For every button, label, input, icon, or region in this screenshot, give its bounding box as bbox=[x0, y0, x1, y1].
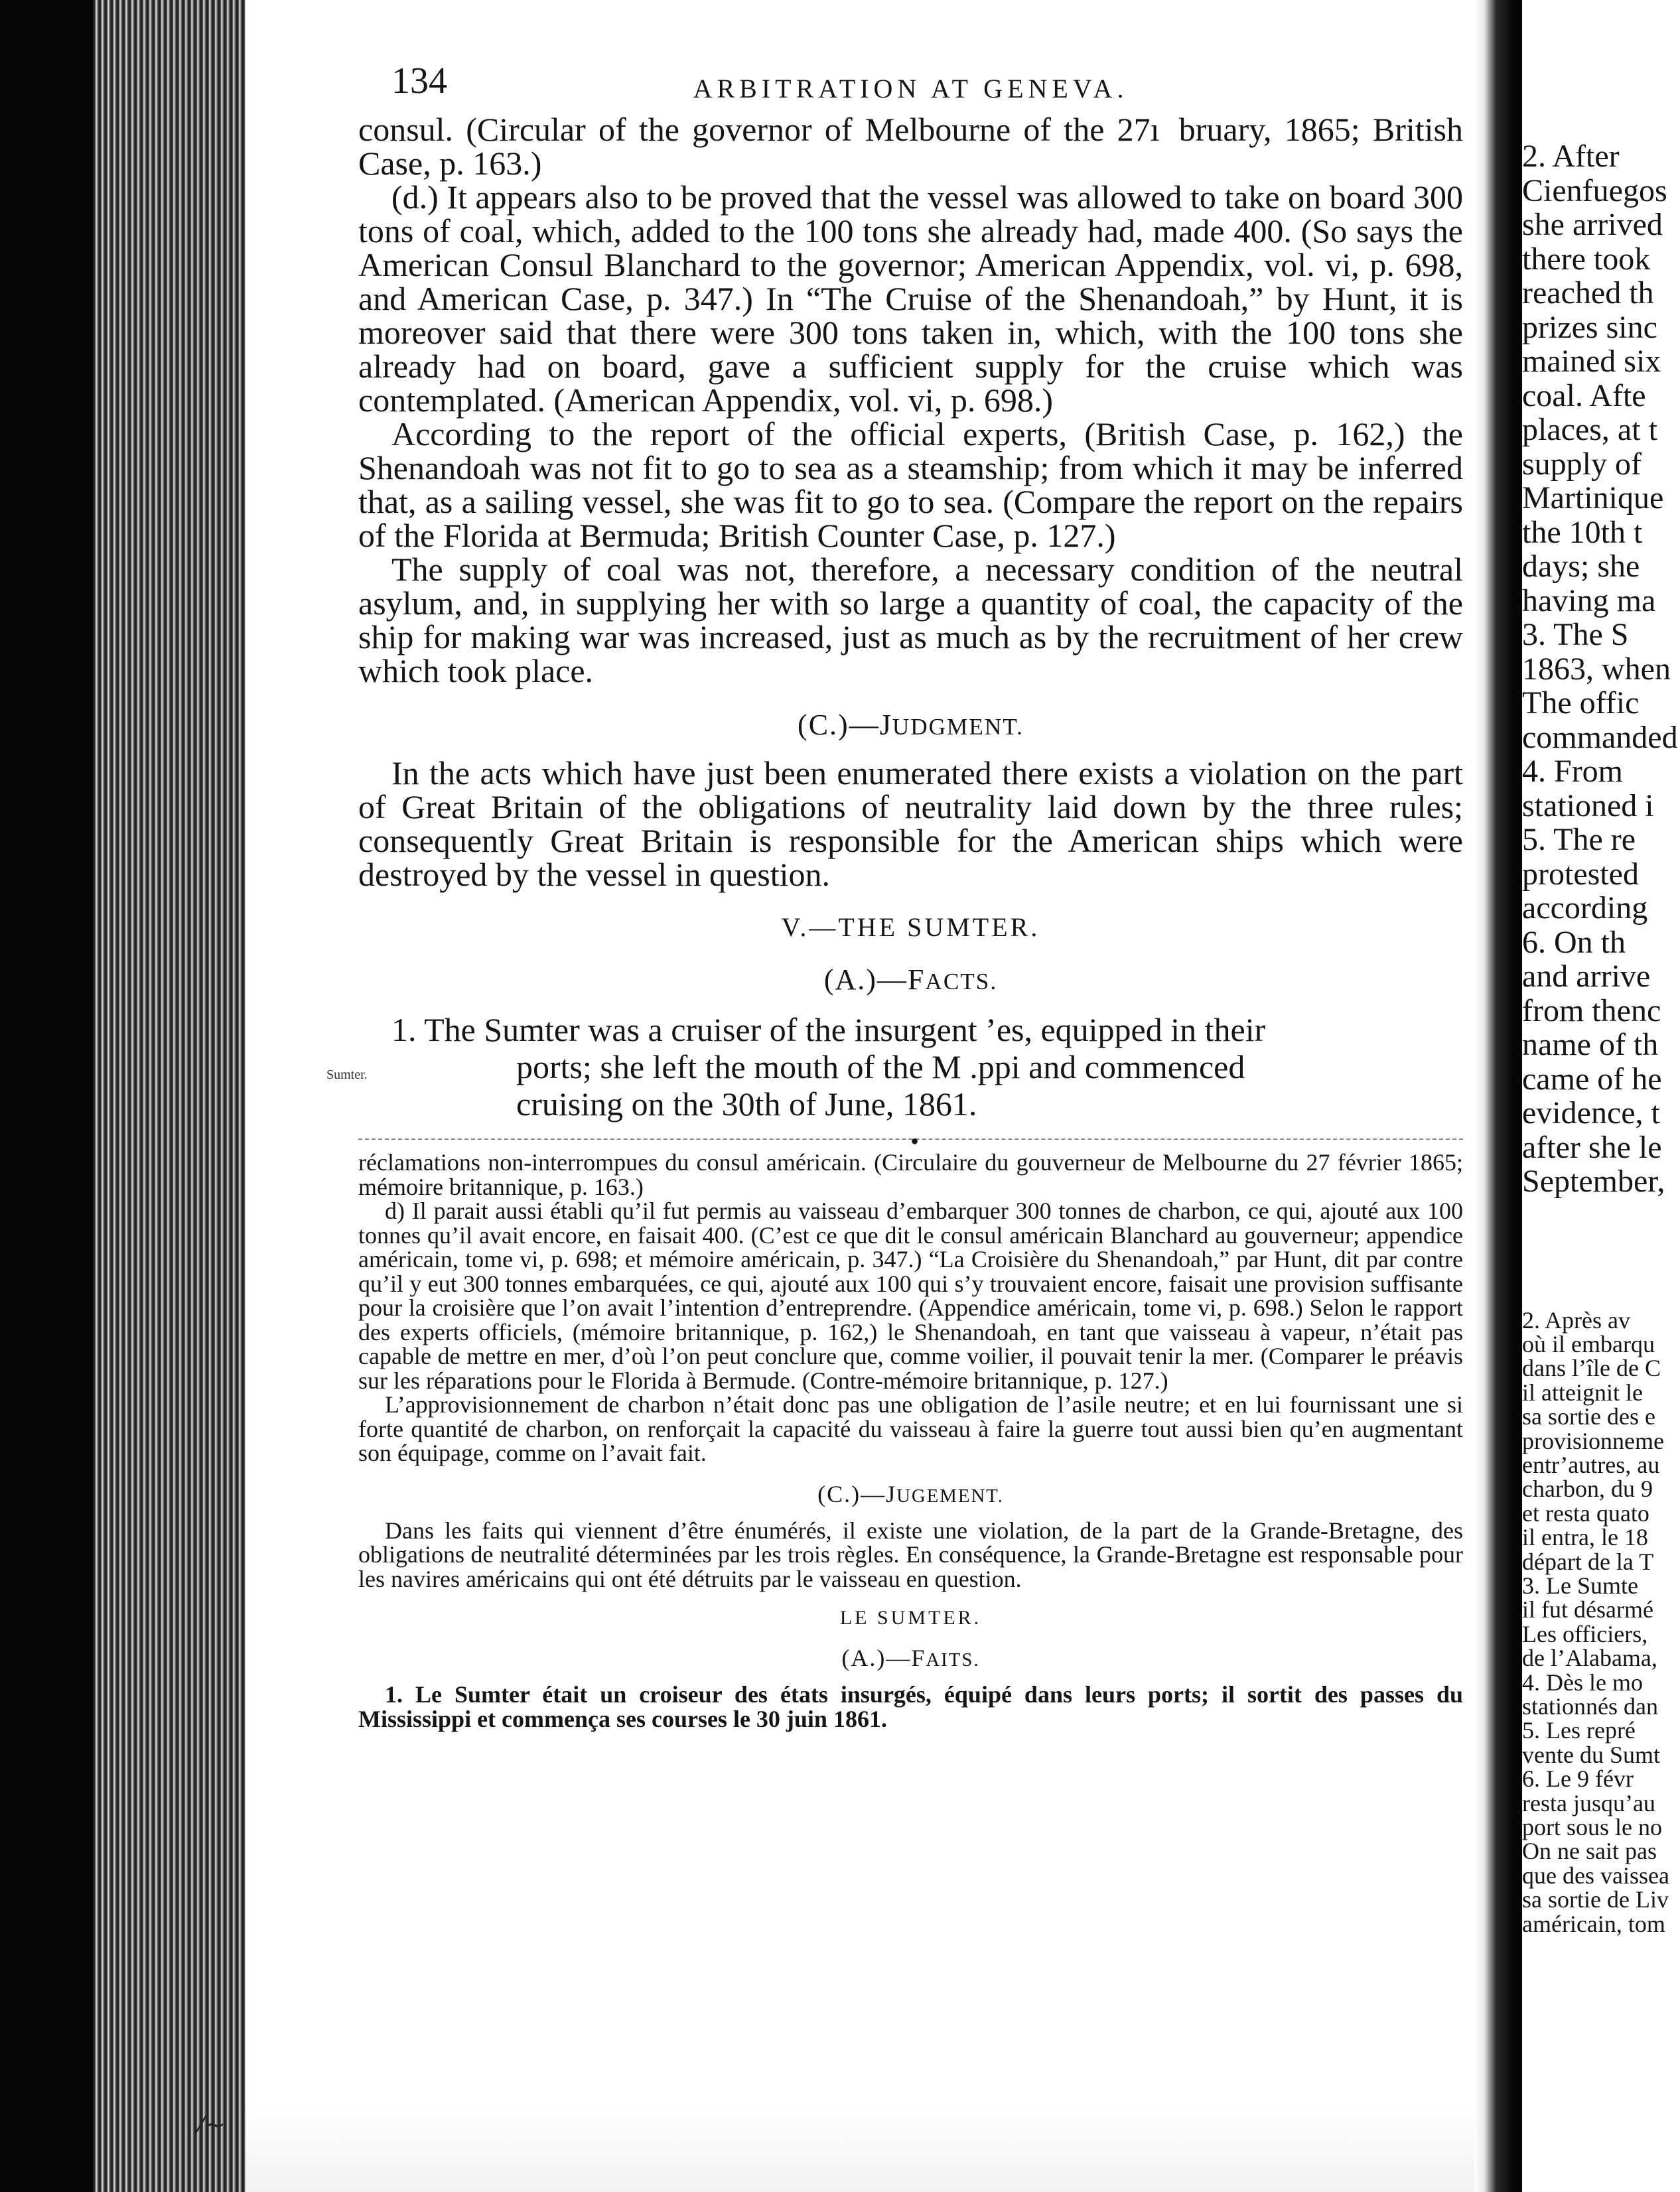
right-french-line: stationnés dan bbox=[1522, 1693, 1658, 1720]
right-english-line: there took bbox=[1522, 241, 1651, 277]
heading-smallcaps: ACTS. bbox=[925, 969, 998, 994]
french-sumter-paragraph: 1. Le Sumter était un croiseur des états insurgés, équipé dans leurs ports; il sortit des passes du Mississippi et commença ses courses le 30 juin 1861. bbox=[358, 1681, 1463, 1732]
right-english-line: mained six bbox=[1522, 344, 1661, 379]
right-french-line: 5. Les repré bbox=[1522, 1717, 1636, 1744]
heading-smallcaps: UGEMENT. bbox=[896, 1485, 1004, 1507]
right-english-line: the 10th t bbox=[1522, 514, 1643, 550]
right-english-line: stationed i bbox=[1522, 788, 1654, 823]
right-french-line: entr’autres, au bbox=[1522, 1451, 1660, 1478]
english-section-title: V.—THE SUMTER. bbox=[781, 912, 1040, 942]
right-english-line: after she le bbox=[1522, 1129, 1662, 1165]
right-page-french bbox=[1522, 1308, 1680, 1937]
right-french-line: sa sortie des e bbox=[1522, 1403, 1655, 1430]
right-french-line: américain, tom bbox=[1522, 1910, 1665, 1937]
right-english-line: prizes sinc bbox=[1522, 309, 1657, 345]
right-french-line: de l’Alabama, bbox=[1522, 1645, 1657, 1672]
french-paragraph-2: d) Il parait aussi établi qu’il fut permis au vaisseau d’embarquer 300 tonnes de charbon, ce qui, ajouté aux 100 tonnes qu’il avait encore, en faisait 400. (C’est ce que dit le consul américain Blanchard au gouverneur; appendice américain, tome vi, p. 698; et mémoire américain, p. 347.) “La Croisière du Shenandoah,” par Hunt, dit par contre qu’il y eut 300 tonnes embarquées, ce qui, ajouté aux 100 qui s’y trouvaient encore, faisait une provision suffisante pour la croisière que l’on avait l’intention d’entreprendre. (Appendice américain, tome vi, p. 698.) Selon le rapport des experts officiels, (mémoire britannique, p. 162,) le Shenandoah, en tant que vaisseau à vapeur, n’était pas capable de mettre en mer, d’où l’on peut conclure que, comme voilier, il pouvait tenir la mer. (Comparer le préavis sur les réparations pour le Florida à Bermude. (Contre-mémoire britannique, p. 127.) bbox=[358, 1198, 1463, 1394]
right-english-line: commanded bbox=[1522, 719, 1678, 755]
right-english-line: The offic bbox=[1522, 685, 1640, 720]
right-english-line: Martinique bbox=[1522, 480, 1664, 515]
right-french-line: il fut désarmé bbox=[1522, 1596, 1653, 1623]
right-english-line: reached th bbox=[1522, 275, 1654, 310]
scan-mark: ⁄~ bbox=[199, 2110, 226, 2140]
english-paragraph-2: (d.) It appears also to be proved that the vessel was allowed to take on board 300 tons of coal, which, added to the 100 tons she already had, made 400. (So says the American Consul Blanchard to the governor; American Appendix, vol. vi, p. 698, and American Case, p. 347.) In “The Cruise of the Shenandoah,” by Hunt, it is moreover said that there were 300 tons taken in, which, with the 100 tons she already had on board, gave a sufficient supply for the cruise which was contemplated. (American Appendix, vol. vi, p. 698.) bbox=[358, 178, 1463, 419]
english-paragraph-4: The supply of coal was not, therefore, a necessary condition of the neutral asylum, and, in supplying her with so large a quantity of coal, the capacity of the ship for making war was increased, just as much as by the recruitment of her crew which took place. bbox=[358, 551, 1463, 689]
right-english-line: 2. After bbox=[1522, 139, 1620, 174]
right-english-line: Cienfuegos bbox=[1522, 172, 1667, 208]
running-head bbox=[358, 53, 1463, 113]
sumter-line-3: cruising on the 30th of June, 1861. bbox=[516, 1085, 977, 1123]
sumter-line-2: ports; she left the mouth of the M .ppi and commenced bbox=[516, 1048, 1245, 1085]
heading-smallcaps: UDGMENT. bbox=[892, 714, 1024, 740]
right-english-line: 3. The S bbox=[1522, 617, 1629, 652]
right-french-line: et resta quato bbox=[1522, 1499, 1649, 1527]
right-english-line: September, bbox=[1522, 1164, 1665, 1199]
right-french-line: resta jusqu’au bbox=[1522, 1789, 1655, 1816]
right-french-line: vente du Sumt bbox=[1522, 1741, 1660, 1768]
right-french-line: il atteignit le bbox=[1522, 1379, 1643, 1406]
divider-dot: ● bbox=[910, 1134, 919, 1148]
right-english-line: having ma bbox=[1522, 582, 1656, 618]
margin-note: Sumter. bbox=[326, 1067, 368, 1082]
right-french-line: 6. Le 9 févr bbox=[1522, 1765, 1634, 1793]
english-paragraph-3: According to the report of the official experts, (British Case, p. 162,) the Shenandoah was not fit to go to sea as a steamship; from which it may be inferred that, as a sailing vessel, she was fit to go to sea. (Compare the report on the repairs of the Florida at Bermuda; British Counter Case, p. 127.) bbox=[358, 415, 1463, 554]
french-paragraph-1: réclamations non-interrompues du consul américain. (Circulaire du gouverneur de Melbourne du 27 février 1865; mémoire britannique, p. 163.) bbox=[358, 1149, 1463, 1200]
book-page-edges bbox=[93, 0, 245, 2192]
right-english-line: 4. From bbox=[1522, 754, 1624, 789]
heading-prefix: (A.)—F bbox=[823, 963, 926, 996]
right-english-line: and arrive bbox=[1522, 959, 1651, 994]
heading-prefix: (C.)—J bbox=[798, 709, 892, 741]
right-english-line: she arrived bbox=[1522, 207, 1663, 242]
right-french-line: dans l’île de C bbox=[1522, 1355, 1661, 1382]
right-french-line: il entra, le 18 bbox=[1522, 1524, 1648, 1551]
right-french-line: sa sortie de Liv bbox=[1522, 1886, 1669, 1913]
right-english-line: 6. On th bbox=[1522, 924, 1626, 960]
heading-prefix: (A.)—F bbox=[841, 1645, 926, 1671]
english-facts-heading bbox=[358, 963, 1463, 996]
right-french-line: 3. Le Sumte bbox=[1522, 1572, 1638, 1599]
page-bottom-margin bbox=[245, 2103, 1474, 2192]
running-title: ARBITRATION AT GENEVA. bbox=[693, 74, 1129, 103]
french-facts-heading bbox=[358, 1644, 1463, 1672]
right-page-fragment bbox=[1522, 139, 1680, 2103]
right-english-line: evidence, t bbox=[1522, 1095, 1660, 1130]
right-english-line: 5. The re bbox=[1522, 822, 1636, 857]
right-english-line: name of th bbox=[1522, 1027, 1659, 1062]
right-page-english bbox=[1522, 139, 1680, 1199]
right-english-line: protested bbox=[1522, 856, 1639, 892]
page-number: 134 bbox=[391, 60, 447, 102]
right-english-line: 1863, when bbox=[1522, 651, 1671, 687]
english-paragraph-1: consul. (Circular of the governor of Melbourne of the 27ı bruary, 1865; British Case, p. 163.) bbox=[358, 111, 1463, 182]
right-english-line: from thenc bbox=[1522, 993, 1661, 1028]
right-french-line: départ de la T bbox=[1522, 1548, 1654, 1575]
right-french-line: On ne sait pas bbox=[1522, 1838, 1657, 1865]
right-french-line: provisionneme bbox=[1522, 1427, 1664, 1454]
footnote-divider bbox=[358, 1134, 1463, 1148]
right-english-line: supply of bbox=[1522, 446, 1642, 482]
right-french-line: charbon, du 9 bbox=[1522, 1475, 1653, 1503]
french-paragraph-3: L’approvisionnement de charbon n’était donc pas une obligation de l’asile neutre; et en lui fournissant une si forte quantité de charbon, on renforçait la capacité du vaisseau à faire la guerre tout aussi bien qu’en augmentant son équipage, comme on l’avait fait. bbox=[358, 1391, 1463, 1466]
english-text bbox=[326, 111, 1463, 1123]
scan-black-border bbox=[0, 0, 93, 2192]
right-french-line: Les officiers, bbox=[1522, 1620, 1648, 1647]
right-french-line: 2. Après av bbox=[1522, 1306, 1630, 1334]
right-english-line: came of he bbox=[1522, 1061, 1662, 1097]
english-judgment-heading bbox=[358, 708, 1463, 742]
right-french-line: où il embarqu bbox=[1522, 1330, 1655, 1357]
english-sumter-paragraph bbox=[326, 1011, 1463, 1123]
right-english-line: coal. Afte bbox=[1522, 377, 1646, 413]
heading-prefix: (C.)—J bbox=[817, 1480, 897, 1507]
right-french-line: que des vaissea bbox=[1522, 1862, 1669, 1889]
right-english-line: days; she bbox=[1522, 549, 1640, 584]
book-gutter-shadow bbox=[1474, 0, 1514, 2192]
book-gutter bbox=[1514, 0, 1522, 2192]
french-judgment-heading bbox=[358, 1480, 1463, 1508]
left-page bbox=[326, 53, 1463, 2096]
heading-smallcaps: AITS. bbox=[926, 1649, 980, 1671]
english-judgment-text: In the acts which have just been enumerated there exists a violation on the part of Great Britain of the obligations of neutrality laid down by the three rules; consequently Great Britain is responsible for the American ships which were destroyed by the vessel in question. bbox=[358, 754, 1463, 893]
french-judgment-text: Dans les faits qui viennent d’être énumérés, il existe une violation, de la part de la Grande-Bretagne, des obligations de neutralité déterminées par les trois règles. En conséquence, la Grande-Bretagne est responsable pour les navires américains qui ont été détruits par le vaisseau en question. bbox=[358, 1517, 1463, 1592]
right-english-line: places, at t bbox=[1522, 412, 1657, 447]
right-french-line: port sous le no bbox=[1522, 1814, 1662, 1841]
right-french-line: 4. Dès le mo bbox=[1522, 1669, 1643, 1696]
french-section-title: LE SUMTER. bbox=[839, 1607, 982, 1629]
right-english-line: according bbox=[1522, 890, 1648, 925]
sumter-line-1: 1. The Sumter was a cruiser of the insurgent ’es, equipped in their bbox=[391, 1011, 1266, 1048]
french-text bbox=[358, 1150, 1463, 1731]
